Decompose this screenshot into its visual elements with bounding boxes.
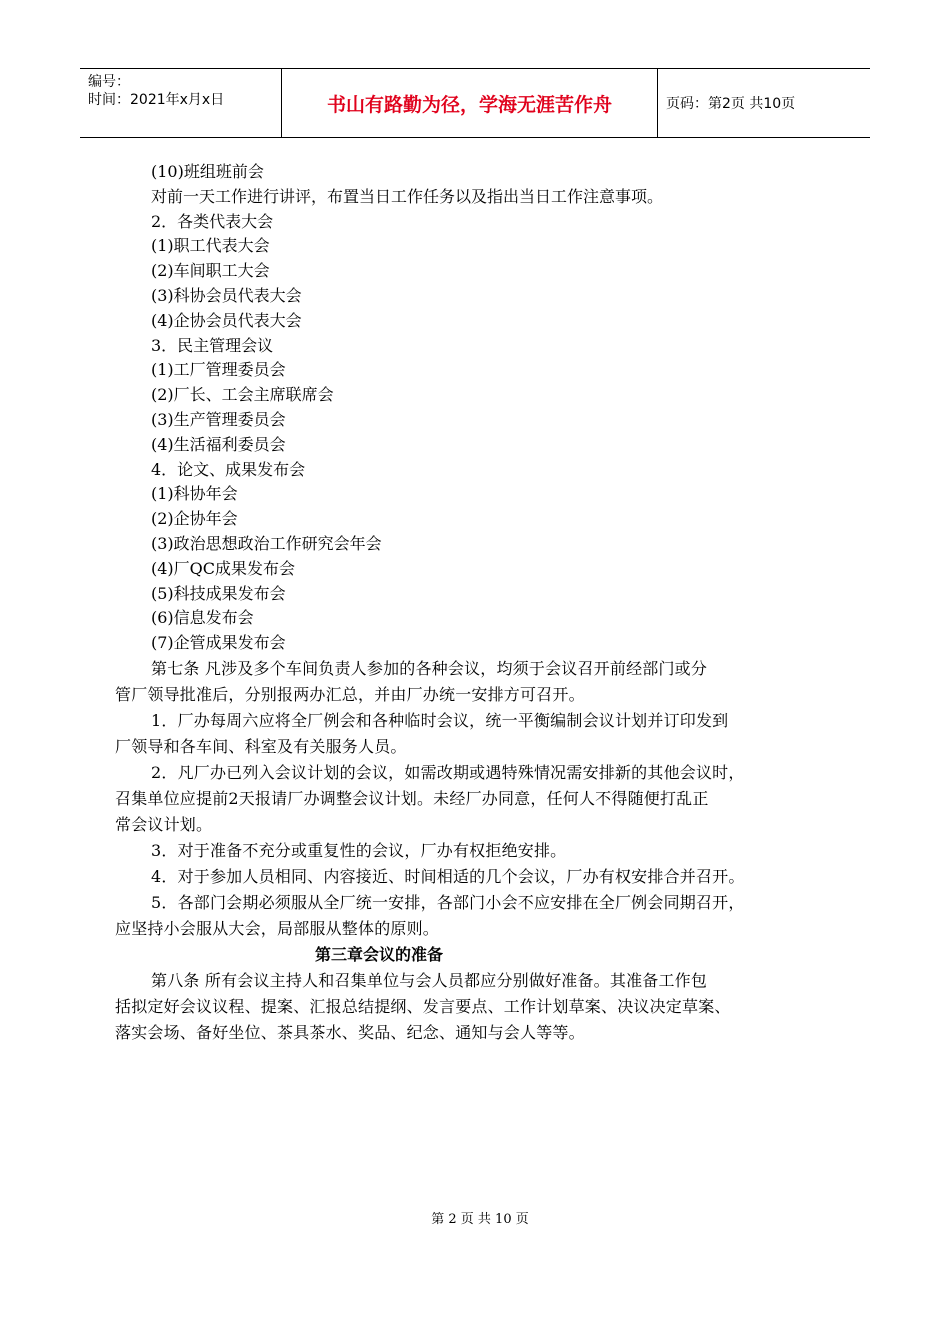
article-7-item-5-line-2: 应坚持小会服从大会，局部服从整体的原则。: [115, 918, 440, 938]
page-header: [80, 68, 870, 138]
article-7-line-1: 第七条 凡涉及多个车间负责人参加的各种会议，均须于会议召开前经部门或分: [151, 658, 708, 678]
list-line: (1)职工代表大会: [151, 236, 270, 256]
list-line: (4)厂QC成果发布会: [151, 558, 296, 578]
list-line: (4)企协会员代表大会: [151, 310, 302, 330]
list-line: (2)企协年会: [151, 509, 238, 529]
article-8-line-3: 落实会场、备好坐位、茶具茶水、奖品、纪念、通知与会人等等。: [115, 1022, 585, 1042]
document-date-label: 时间：2021年x月x日: [88, 92, 225, 108]
chapter-3-heading: 第三章会议的准备: [315, 944, 444, 964]
list-line: (1)科协年会: [151, 484, 238, 504]
list-line: 对前一天工作进行讲评，布置当日工作任务以及指出当日工作注意事项。: [151, 186, 664, 206]
page-footer: 第 2 页 共 10 页: [431, 1212, 529, 1227]
header-motto: 书山有路勤为径，学海无涯苦作舟: [282, 69, 658, 137]
article-7-item-2-line-1: 2．凡厂办已列入会议计划的会议，如需改期或遇特殊情况需安排新的其他会议时，: [151, 762, 745, 782]
list-line: (2)厂长、工会主席联席会: [151, 385, 334, 405]
article-7-item-3: 3．对于准备不充分或重复性的会议，厂办有权拒绝安排。: [151, 840, 567, 860]
list-line: 4．论文、成果发布会: [151, 459, 306, 479]
list-line: (5)科技成果发布会: [151, 583, 286, 603]
list-line: (7)企管成果发布会: [151, 633, 286, 653]
header-page-label: 页码：第2页 共10页: [666, 96, 796, 112]
article-7-item-1-line-1: 1．厂办每周六应将全厂例会和各种临时会议，统一平衡编制会议计划并订印发到: [151, 710, 729, 730]
article-7-item-5-line-1: 5．各部门会期必须服从全厂统一安排，各部门小会不应安排在全厂例会同期召开，: [151, 892, 745, 912]
article-7-item-2-line-3: 常会议计划。: [115, 814, 213, 834]
article-7-item-4: 4．对于参加人员相同、内容接近、时间相适的几个会议，厂办有权安排合并召开。: [151, 866, 745, 886]
list-line: 2．各类代表大会: [151, 211, 274, 231]
article-8-line-1: 第八条 所有会议主持人和召集单位与会人员都应分别做好准备。其准备工作包: [151, 970, 708, 990]
article-7-item-2-line-2: 召集单位应提前2天报请厂办调整会议计划。未经厂办同意，任何人不得随便打乱正: [115, 788, 709, 808]
list-line: (1)工厂管理委员会: [151, 360, 286, 380]
list-line: (3)生产管理委员会: [151, 409, 286, 429]
header-meta: [80, 69, 282, 137]
list-line: (4)生活福利委员会: [151, 434, 286, 454]
article-7-item-1-line-2: 厂领导和各车间、科室及有关服务人员。: [115, 736, 407, 756]
document-number-label: 编号：: [88, 74, 130, 90]
article-8-line-2: 括拟定好会议议程、提案、汇报总结提纲、发言要点、工作计划草案、决议决定草案、: [115, 996, 731, 1016]
list-line: 3．民主管理会议: [151, 335, 274, 355]
document-body: [115, 160, 835, 1046]
list-line: (10)班组班前会: [151, 162, 264, 181]
list-line: (2)车间职工大会: [151, 261, 270, 281]
list-line: (6)信息发布会: [151, 608, 254, 628]
list-line: (3)科协会员代表大会: [151, 285, 302, 305]
list-line: (3)政治思想政治工作研究会年会: [151, 533, 382, 553]
article-7-line-2: 管厂领导批准后，分别报两办汇总，并由厂办统一安排方可召开。: [115, 684, 585, 704]
